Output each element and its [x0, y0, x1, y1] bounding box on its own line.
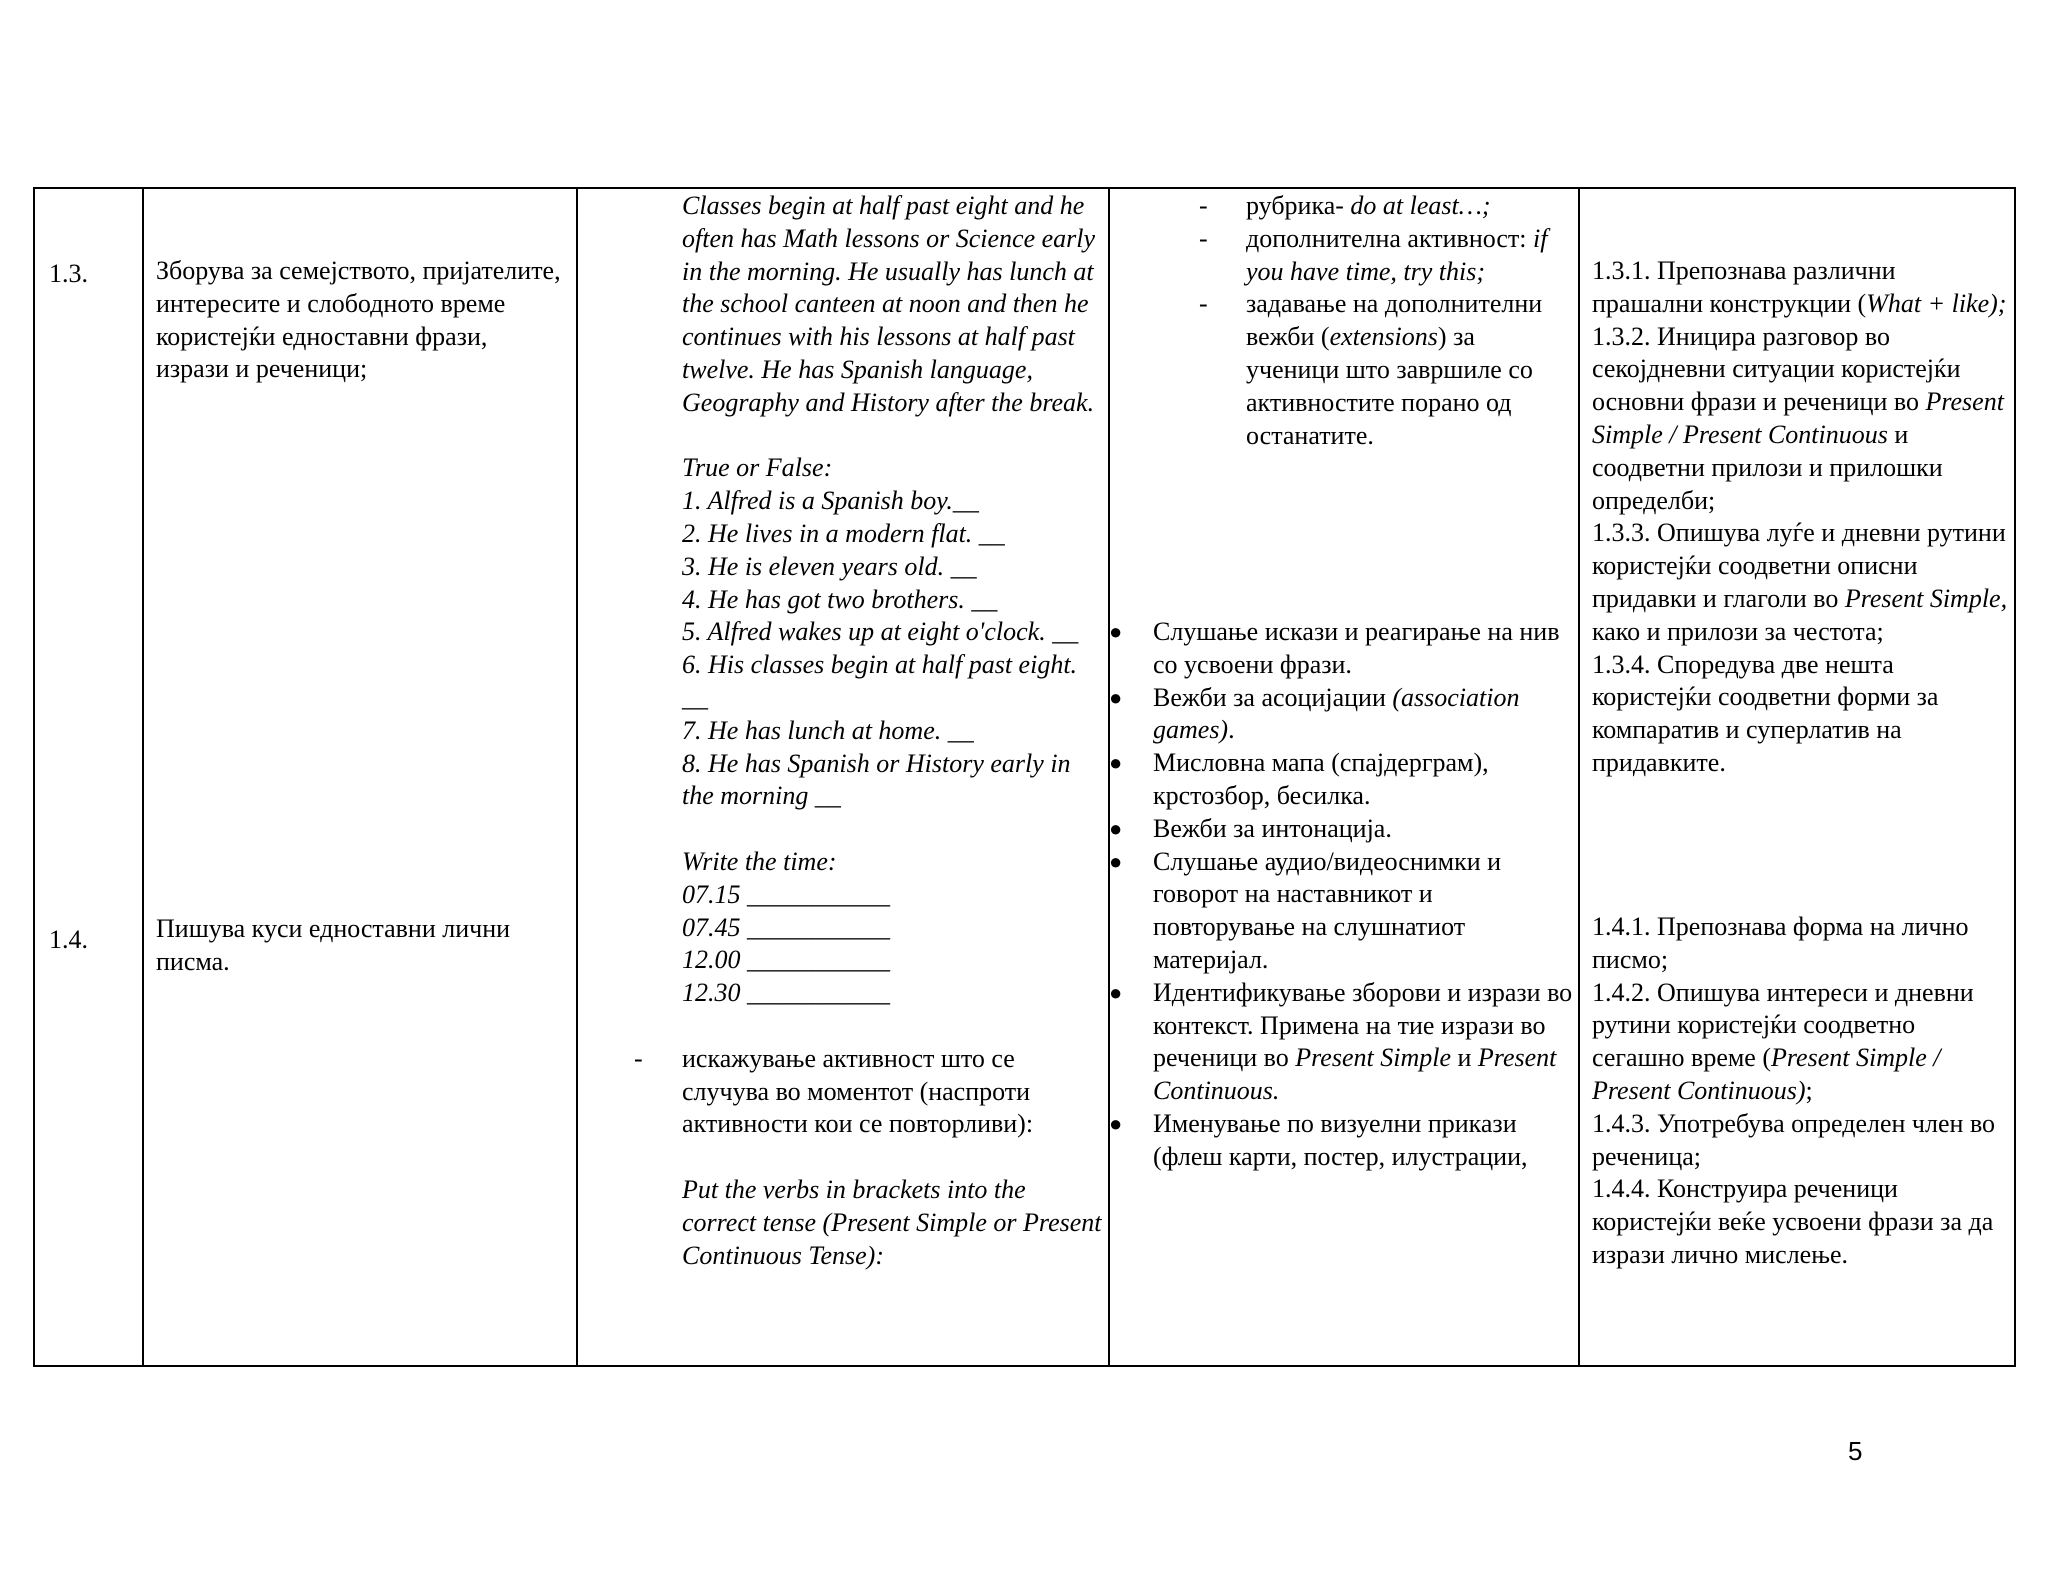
outcome-item — [1592, 517, 2012, 648]
tf-item: 2. He lives in a modern flat. __ — [682, 518, 1005, 548]
dash-item-text: искажување активност што се случува во моментот (наспроти активности кои се повторливи): — [682, 1043, 1034, 1139]
outcome-item: 1.3.4. Споредува две нешта користејќи соодветни форми за компаратив и суперлатив на придавките. — [1592, 649, 1939, 777]
dash-icon: - — [1199, 289, 1208, 319]
outcome-item — [1592, 321, 2012, 518]
activity-italic: if you have time, try this; — [1246, 223, 1548, 286]
goal-text: Зборува за семејството, пријателите, интересите и слободното време користејќи едноставни фрази, изрази и реченици; — [156, 256, 561, 384]
curriculum-table — [33, 187, 2016, 1367]
tf-item: 1. Alfred is a Spanish boy.__ — [682, 486, 979, 516]
activity-dash-item — [1199, 288, 1572, 452]
tf-item: 5. Alfred wakes up at eight o'clock. __ — [682, 617, 1079, 647]
tf-item: 7. He has lunch at home. __ — [682, 715, 974, 745]
outcome-italic: Present Simple / Present Continuous) — [1592, 1043, 1941, 1105]
dash-item — [634, 1043, 1102, 1141]
content-column — [634, 190, 1102, 1272]
activities-bullet-list — [1109, 616, 1573, 1174]
outcome-item: 1.4.1. Препознава форма на лично писмо; — [1592, 912, 1969, 974]
activity-text: Именување по визуелни прикази (флеш карти, постер, илустрации, — [1153, 1108, 1528, 1171]
bullet-icon: ● — [1109, 1110, 1123, 1136]
activity-italic: Present Continuous. — [1153, 1043, 1557, 1106]
outcome-text: 1.3.2. Иницира разговор во секојдневни ситуации користејќи основни фрази и реченици во — [1592, 321, 1961, 417]
put-verbs-instruction: Put the verbs in brackets into the correct tense (Present Simple or Present Continuous Tense): — [682, 1174, 1102, 1270]
activity-bullet — [1109, 1108, 1573, 1174]
outcome-item: 1.4.4. Конструира реченици користејќи веќе усвоени фрази за да изрази лично мислење. — [1592, 1174, 1994, 1269]
row-number: 1.3. — [49, 259, 88, 288]
tf-item: 4. He has got two brothers. __ — [682, 584, 998, 614]
activity-text: . — [1228, 715, 1235, 745]
time-item: 12.00 ___________ — [682, 945, 890, 975]
time-title: Write the time: — [682, 846, 837, 876]
activity-italic: (association games) — [1153, 682, 1520, 745]
goal-text: Пишува куси едноставни лични писма. — [156, 914, 511, 976]
activity-bullet — [1109, 977, 1573, 1108]
outcome-italic: Present Simple, — [1844, 583, 2008, 613]
bullet-icon: ● — [1109, 750, 1123, 776]
activity-text: Вежби за асоцијации — [1153, 682, 1393, 712]
dash-icon: - — [1199, 191, 1208, 220]
activity-text: и — [1451, 1043, 1478, 1073]
outcome-italic: Present Simple / Present Continuous — [1592, 387, 2004, 449]
outcomes-row-1-4 — [1592, 911, 2012, 1272]
activity-italic: do at least…; — [1350, 191, 1491, 220]
dash-icon: - — [1199, 223, 1208, 253]
activity-bullet — [1109, 813, 1573, 846]
activity-text: дополнителна активност: — [1246, 223, 1534, 253]
activity-dash-item — [1199, 223, 1572, 289]
activity-text: Слушање искази и реагирање на нив со усвоени фрази. — [1153, 617, 1560, 679]
time-item: 07.45 ___________ — [682, 912, 890, 942]
bullet-icon: ● — [1109, 815, 1123, 841]
tf-item: 8. He has Spanish or History early in the morning __ — [682, 748, 1071, 811]
outcome-text: ; — [1805, 1075, 1813, 1105]
activity-text: рубрика- — [1246, 191, 1351, 220]
activity-italic: Present Simple — [1295, 1043, 1451, 1073]
bullet-icon: ● — [1109, 619, 1123, 644]
time-item: 07.15 ___________ — [682, 879, 890, 909]
tf-item: 3. He is eleven years old. __ — [682, 551, 977, 581]
activity-bullet — [1109, 747, 1573, 813]
outcome-item — [1592, 255, 2012, 321]
outcome-item — [1592, 977, 2012, 1108]
bullet-icon: ● — [1109, 684, 1123, 710]
outcome-text: 1.3.3. Опишува луѓе и дневни рутини користејќи соодветни описни придавки и глаголи во — [1592, 518, 2006, 613]
activity-dash-item — [1199, 190, 1572, 223]
outcome-text: како и прилози за честота; — [1592, 616, 1884, 646]
column-divider — [576, 189, 578, 1365]
outcome-text: 1.4.2. Опишува интереси и дневни рутини користејќи соодветно сегашно време ( — [1592, 977, 1974, 1073]
activity-text: Мисловна мапа (спајдерграм), крстозбор, бесилка. — [1153, 748, 1489, 810]
outcomes-row-1-3 — [1592, 255, 2012, 780]
activity-bullet — [1109, 682, 1573, 748]
bullet-icon: ● — [1109, 848, 1123, 874]
bullet-icon: ● — [1109, 979, 1123, 1005]
tf-item: 6. His classes begin at half past eight. __ — [682, 650, 1078, 712]
activity-bullet — [1109, 616, 1573, 682]
outcome-italic: What + like); — [1866, 288, 2007, 318]
dash-icon: - — [634, 1043, 643, 1073]
activity-bullet — [1109, 846, 1573, 977]
outcome-text: и соодветни прилози и прилошки определби; — [1592, 419, 1943, 515]
activity-text: ) за ученици што завршиле со активностите порано од останатите. — [1246, 322, 1533, 450]
outcome-text: 1.3.1. Препознава различни прашални конструкции ( — [1592, 256, 1896, 318]
activity-italic: extensions — [1329, 322, 1438, 352]
tf-title: True or False: — [682, 453, 833, 483]
row-number: 1.4. — [49, 925, 88, 954]
activity-text: Идентификување зборови и изрази во контекст. Примена на тие изрази во реченици во — [1153, 977, 1573, 1073]
activities-dash-list — [1199, 190, 1572, 452]
page-number: 5 — [1848, 1436, 1863, 1466]
activity-text: Слушање аудио/видеоснимки и говорот на наставникот и повторување на слушнатиот материјал. — [1153, 846, 1502, 974]
reading-text: Classes begin at half past eight and he often has Math lessons or Science early in the morning. He usually has lunch at the school canteen at noon and then he continues with his lessons at half past twelve. He has Spanish language, Geography and History after the break. — [682, 191, 1096, 417]
time-item: 12.30 ___________ — [682, 978, 890, 1008]
activity-text: задавање на дополнителни вежби ( — [1246, 289, 1543, 352]
activity-text: Вежби за интонација. — [1153, 813, 1392, 843]
outcome-item: 1.4.3. Употребува определен член во реченица; — [1592, 1108, 1996, 1171]
column-divider — [142, 189, 144, 1365]
column-divider — [1578, 189, 1580, 1365]
